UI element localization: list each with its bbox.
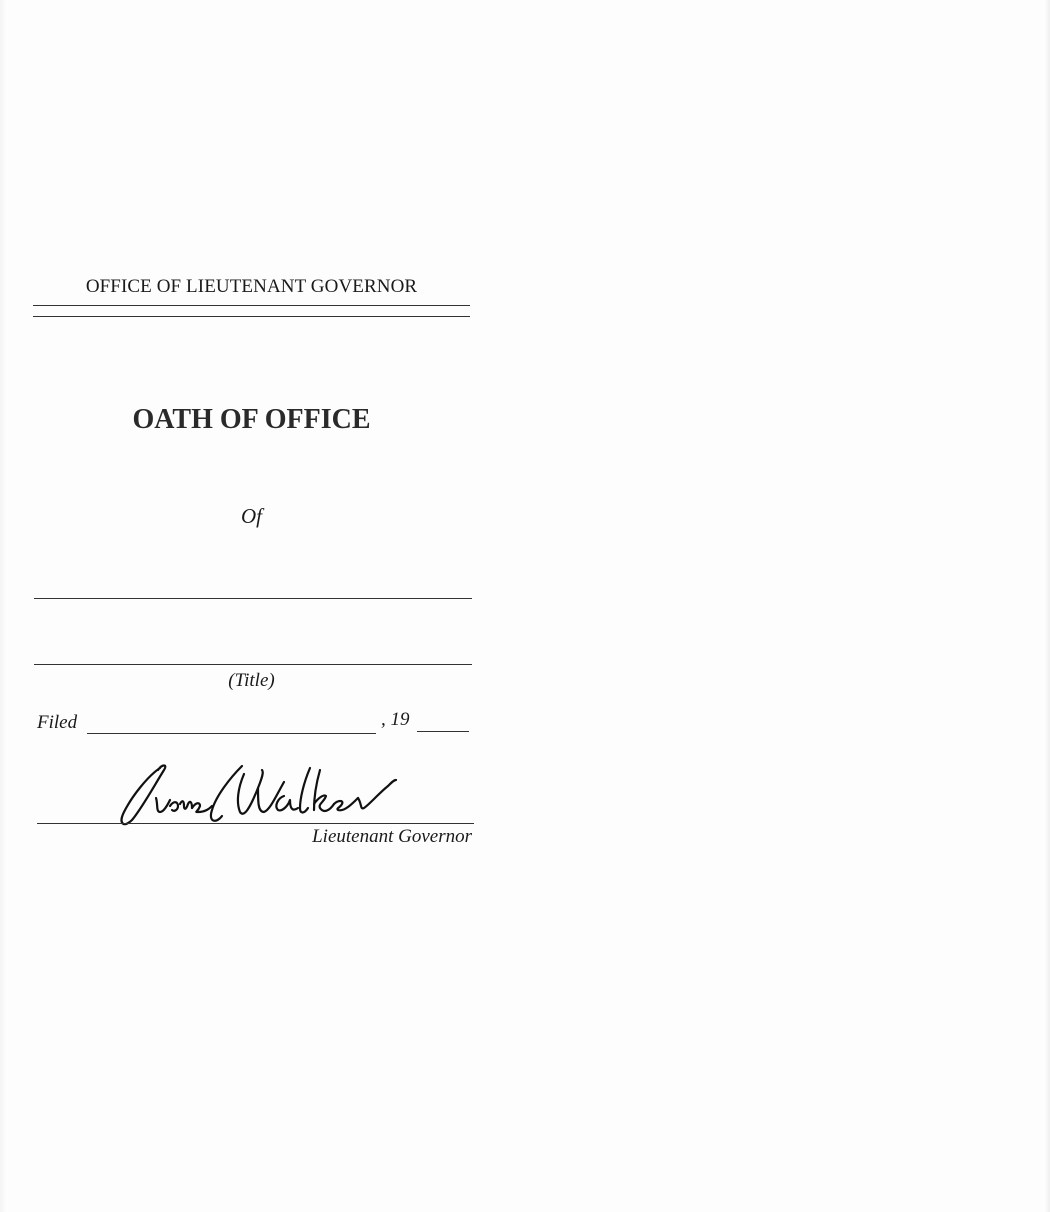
title-caption: (Title) bbox=[228, 670, 275, 691]
year-blank-line bbox=[417, 731, 469, 732]
office-header: OFFICE OF LIEUTENANT GOVERNOR bbox=[85, 276, 418, 297]
handwritten-signature bbox=[112, 760, 402, 830]
year-prefix: , 19 bbox=[381, 709, 410, 730]
page-edge-left bbox=[0, 0, 6, 1212]
name-blank-line bbox=[34, 598, 472, 599]
signature-line bbox=[37, 823, 474, 824]
lieutenant-governor-caption: Lieutenant Governor bbox=[312, 826, 472, 847]
title-blank-line bbox=[34, 664, 472, 665]
header-rule-bottom bbox=[33, 316, 470, 317]
of-label: Of bbox=[241, 504, 262, 528]
filed-date-blank-line bbox=[87, 733, 376, 734]
document-title: OATH OF OFFICE bbox=[132, 404, 371, 435]
header-rule-top bbox=[33, 305, 470, 306]
filed-label: Filed bbox=[37, 712, 78, 733]
page-edge-right bbox=[1045, 0, 1050, 1212]
